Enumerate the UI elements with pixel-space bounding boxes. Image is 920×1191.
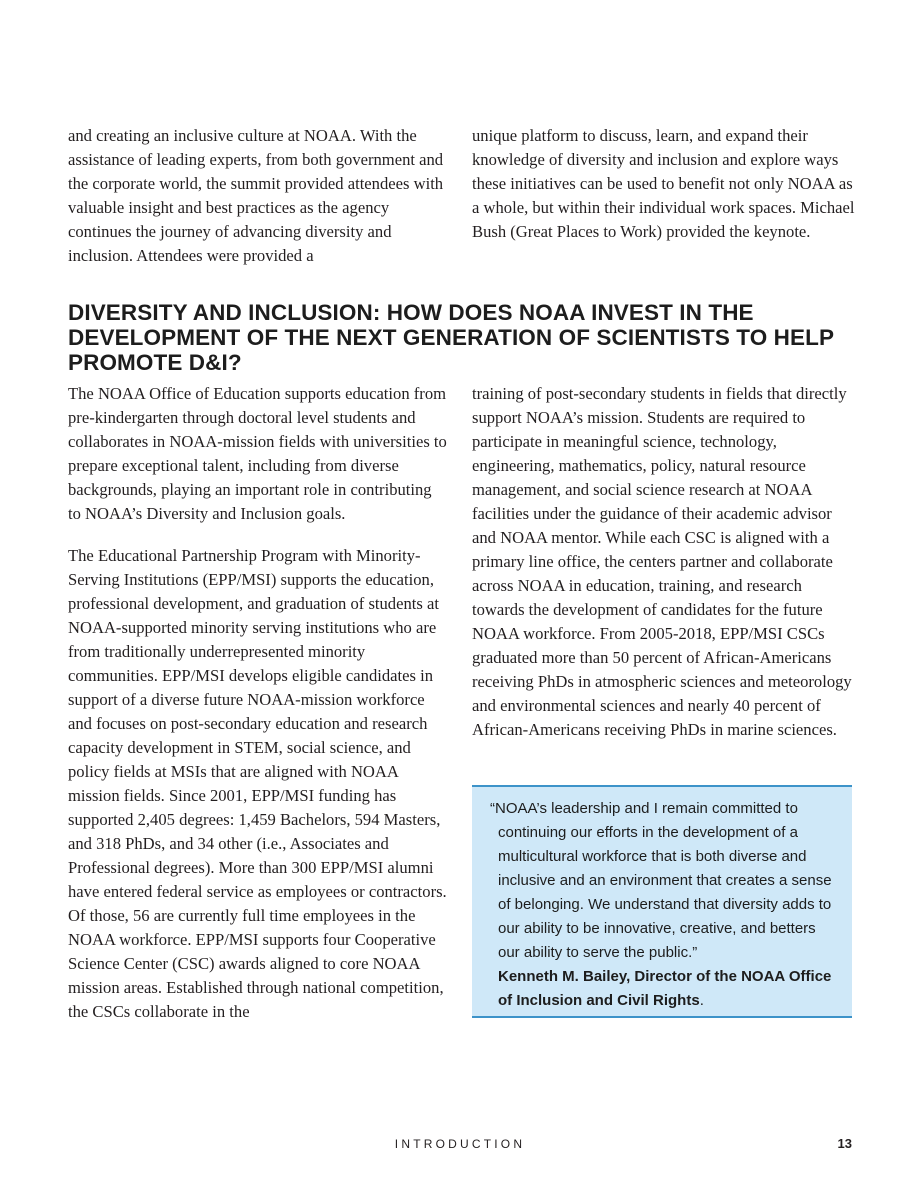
section-heading: DIVERSITY AND INCLUSION: HOW DOES NOAA INVEST IN THE DEVELOPMENT OF THE NEXT GENERATION OF SCIENTISTS TO HELP PROMOTE D&I? (68, 300, 834, 375)
quote-attribution (490, 965, 836, 1013)
body-paragraph: unique platform to discuss, learn, and expand their knowledge of diversity and inclusion and explore ways these initiatives can be used to benefit not only NOAA as a whole, but within their individual work spaces. Michael Bush (Great Places to Work) provided the keynote. (472, 126, 855, 241)
quote-attribution-name: Kenneth M. Bailey, Director of the NOAA Office of Inclusion and Civil Rights (498, 968, 832, 1009)
left-column (68, 382, 448, 1024)
footer-section-label: INTRODUCTION (394, 1137, 526, 1151)
page-number: 13 (837, 1136, 852, 1151)
pull-quote (472, 785, 852, 1018)
quote-attribution-end: . (699, 992, 704, 1009)
top-left-column (68, 124, 448, 268)
body-paragraph: The NOAA Office of Education supports education from pre-kindergarten through doctoral level students and collaborates in NOAA-mission fields with universities to prepare exceptional talent, including from diverse backgrounds, playing an important role in contributing to NOAA’s Diversity and Inclusion goals. (68, 384, 447, 523)
body-paragraph: The Educational Partnership Program with Minority-Serving Institutions (EPP/MSI) supports the education, professional development, and graduation of students at NOAA-supported minority serving institutions who are from traditionally underrepresented minority communities. EPP/MSI develops eligible candidates in support of a diverse future NOAA-mission workforce and focuses on post-secondary education and research capacity development in STEM, social science, and policy fields at MSIs that are aligned with NOAA mission fields. Since 2001, EPP/MSI funding has supported 2,405 degrees: 1,459 Bachelors, 594 Masters, and 318 PhDs, and 34 other (i.e., Associates and Professional degrees). More than 300 EPP/MSI alumni have entered federal service as employees or contractors. Of those, 56 are currently full time employees in the NOAA workforce. EPP/MSI supports four Cooperative Science Center (CSC) awards aligned to core NOAA mission areas. Established through national competition, the CSCs collaborate in the (68, 546, 447, 1021)
right-column (472, 382, 856, 742)
body-paragraph: training of post-secondary students in fields that directly support NOAA’s mission. Students are required to participate in meaningful science, technology, engineering, mathematics, policy, natural resource management, and social science research at NOAA facilities under the guidance of their academic advisor and NOAA mentor. While each CSC is aligned with a primary line office, the centers partner and collaborate across NOAA in education, training, and research towards the development of candidates for the future NOAA workforce. From 2005-2018, EPP/MSI CSCs graduated more than 50 percent of African-Americans receiving PhDs in atmospheric sciences and meteorology and environmental sciences and nearly 40 percent of African-Americans receiving PhDs in marine sciences. (472, 384, 852, 739)
body-paragraph: and creating an inclusive culture at NOAA. With the assistance of leading experts, from both government and the corporate world, the summit provided attendees with valuable insight and best practices as the agency continues the journey of advancing diversity and inclusion. Attendees were provided a (68, 126, 444, 265)
top-right-column (472, 124, 856, 244)
quote-text: “NOAA’s leadership and I remain committed to continuing our efforts in the development of a multicultural workforce that is both diverse and inclusive and an environment that creates a sense of belonging. We understand that diversity adds to our ability to be innovative, creative, and betters our ability to serve the public.” (490, 800, 832, 961)
